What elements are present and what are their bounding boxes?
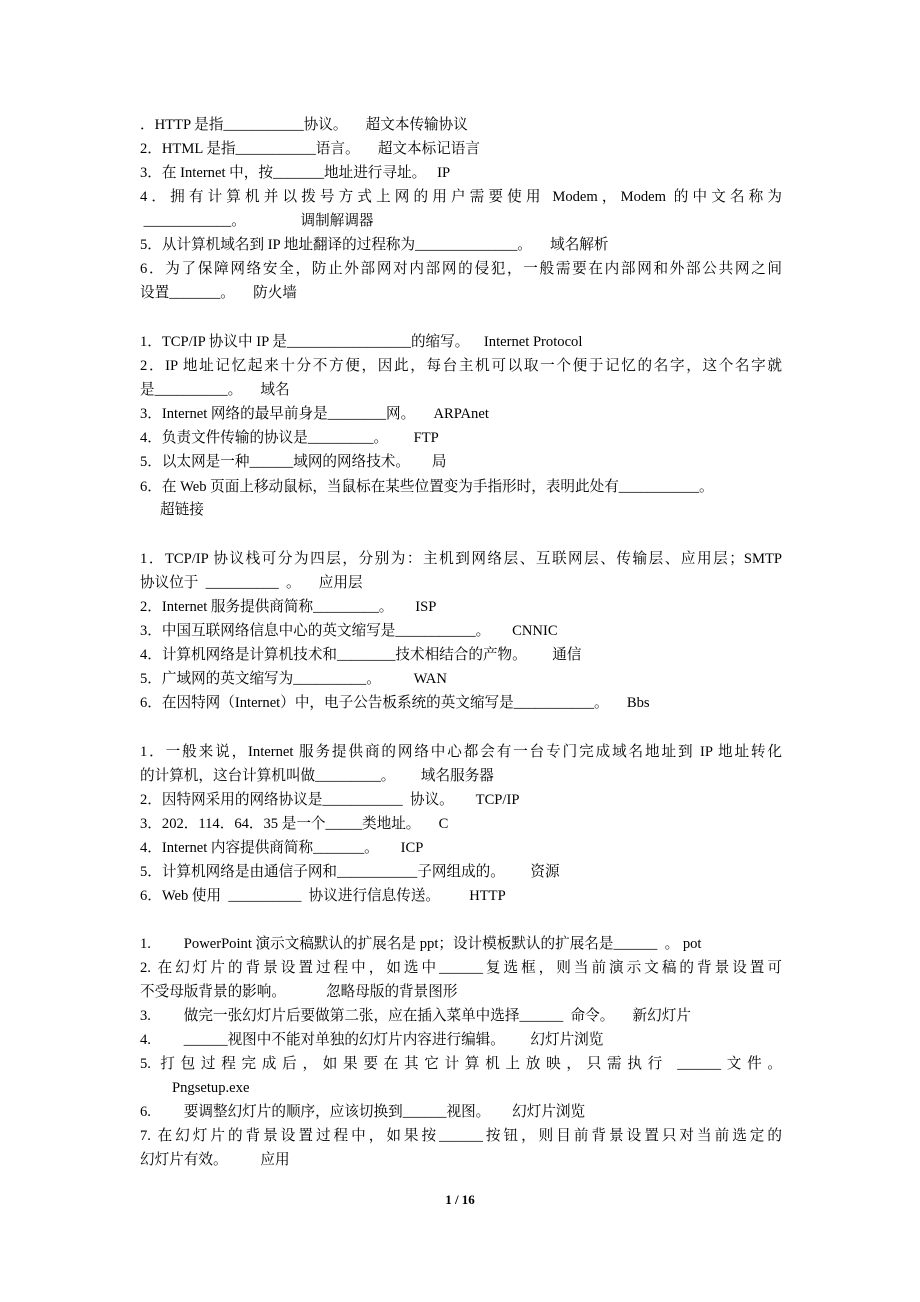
text-line: 1．TCP/IP 协议中 IP 是_________________的缩写。 Internet Protocol [140, 334, 583, 350]
text-line: 5．从计算机域名到 IP 地址翻译的过程称为______________。 域名解析 [140, 237, 609, 253]
text-line: 超链接 [160, 502, 204, 518]
text-line: 1．TCP/IP 协议栈可分为四层，分别为：主机到网络层、互联网层、传输层、应用层；SMTP [140, 551, 782, 567]
text-line: 7. 在幻灯片的背景设置过程中，如果按______按钮，则目前背景设置只对当前选定的 [140, 1128, 782, 1144]
text-line: 3．Internet 网络的最早前身是________网。 ARPAnet [140, 406, 489, 422]
text-line: 2．HTML 是指___________语言。 超文本标记语言 [140, 141, 480, 157]
text-line: 4．拥有计算机并以拨号方式上网的用户需要使用 Modem，Modem 的中文名称为 [140, 189, 782, 205]
text-line: 4．计算机网络是计算机技术和________技术相结合的产物。 通信 [140, 647, 582, 663]
text-line: 5．以太网是一种______域网的网络技术。 局 [140, 454, 447, 470]
text-line: 6．Web 使用 __________ 协议进行信息传送。 HTTP [140, 888, 506, 904]
text-line: 6．为了保障网络安全，防止外部网对内部网的侵犯，一般需要在内部网和外部公共网之间 [140, 261, 782, 277]
text-line: 2. 在幻灯片的背景设置过程中，如选中______复选框，则当前演示文稿的背景设置可 [140, 960, 782, 976]
text-line: 5. 打包过程完成后，如果要在其它计算机上放映，只需执行 ______文件。 [140, 1056, 782, 1072]
text-line: 幻灯片有效。 应用 [140, 1152, 290, 1168]
text-line: 3．中国互联网络信息中心的英文缩写是___________。 CNNIC [140, 623, 558, 639]
text-line: 6．在因特网（Internet）中，电子公告板系统的英文缩写是___________。 Bbs [140, 695, 650, 711]
text-line: 6. 要调整幻灯片的顺序，应该切换到______视图。 幻灯片浏览 [140, 1104, 586, 1120]
text-line: 协议位于 __________ 。 应用层 [140, 575, 363, 591]
text-line: 4．负责文件传输的协议是_________。 FTP [140, 430, 439, 446]
text-line: 4. ______视图中不能对单独的幻灯片内容进行编辑。 幻灯片浏览 [140, 1032, 604, 1048]
text-line: 3．在 Internet 中，按_______地址进行寻址。 IP [140, 165, 451, 181]
text-line: 5．计算机网络是由通信子网和___________子网组成的。 资源 [140, 864, 560, 880]
text-line: 2．因特网采用的网络协议是___________ 协议。 TCP/IP [140, 792, 520, 808]
text-line: 的计算机，这台计算机叫做_________。 域名服务器 [140, 768, 494, 784]
text-line: 3．202．114．64．35 是一个_____类地址。 C [140, 816, 449, 832]
text-line: Pngsetup.exe [172, 1080, 250, 1096]
text-line: ____________。 调制解调器 [140, 213, 374, 229]
text-line: 2．IP 地址记忆起来十分不方便，因此，每台主机可以取一个便于记忆的名字，这个名字就 [140, 358, 782, 374]
page-number: 1 / 16 [445, 1192, 475, 1207]
text-line: 2．Internet 服务提供商简称_________。 ISP [140, 599, 437, 615]
text-line: 6．在 Web 页面上移动鼠标，当鼠标在某些位置变为手指形时，表明此处有___________。 [140, 479, 714, 495]
text-line: 设置_______。 防火墙 [140, 285, 297, 301]
text-line: 1．一般来说，Internet 服务提供商的网络中心都会有一台专门完成域名地址到 IP 地址转化 [140, 744, 782, 760]
text-line: 是__________。 域名 [140, 382, 290, 398]
text-line: 5．广域网的英文缩写为__________。 WAN [140, 671, 447, 687]
text-line: 1. PowerPoint 演示文稿默认的扩展名是 ppt；设计模板默认的扩展名是______ 。 pot [140, 936, 702, 952]
text-line: 4．Internet 内容提供商简称_______。 ICP [140, 840, 424, 856]
text-line: ．HTTP 是指___________协议。 超文本传输协议 [140, 117, 468, 133]
text-line: 不受母版背景的影响。 忽略母版的背景图形 [140, 984, 458, 1000]
text-line: 3. 做完一张幻灯片后要做第二张，应在插入菜单中选择______ 命令。 新幻灯片 [140, 1008, 691, 1024]
